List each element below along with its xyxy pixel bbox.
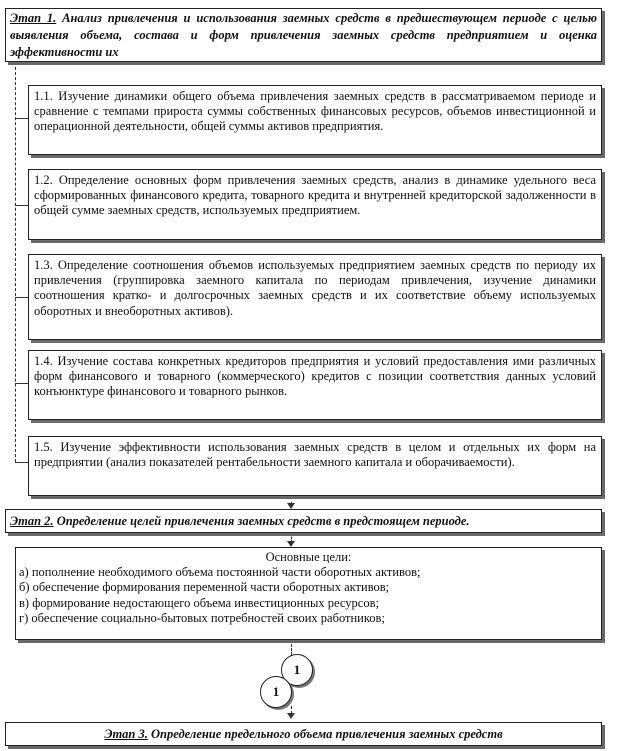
- step-1-4-box: [28, 350, 602, 420]
- stage1-text: Анализ привлечения и использования заемных средств в предшествующем периоде с целью выявления объема, состава и форм привлечения заемных средств предприятием и оценка эффективности их: [10, 11, 597, 59]
- goals-heading: Основные цели:: [265, 550, 352, 564]
- step-1-5-text: 1.5. Изучение эффективности использования заемных средств в целом и отдельных их форм на предприятии (анализ показателей рентабельности заемного капитала и оборачиваемости).: [34, 440, 596, 470]
- branch-line-1: [15, 118, 28, 119]
- step-1-1-box: [28, 85, 602, 155]
- goals-box: [15, 547, 602, 640]
- step-1-3-box: [28, 254, 602, 340]
- down-connector-3: [291, 640, 292, 655]
- goal-item-a: а) пополнение необходимого объема постоянной части оборотных активов;: [19, 565, 421, 580]
- stage1-box: [5, 8, 602, 62]
- branch-line-4: [15, 383, 28, 384]
- stage2-box: [5, 509, 602, 533]
- step-1-2-box: [28, 169, 602, 240]
- stage3-label: Этап 3.: [104, 727, 148, 741]
- stage2-text: Определение целей привлечения заемных средств в предстоящем периоде.: [53, 514, 470, 528]
- step-1-4-text: 1.4. Изучение состава конкретных кредиторов предприятия и условий предоставления ими различных форм финансового и товарного (коммерческого) кредитов с позиции соответствия данных условий конъюнктуре финансового и товарного рынков.: [34, 354, 596, 399]
- step-1-5-box: [28, 436, 602, 496]
- stage1-connector-line: [15, 62, 16, 462]
- down-arrow-3: [287, 713, 295, 719]
- goal-item-b: б) обеспечение формирования переменной части оборотных активов;: [19, 580, 390, 595]
- stage3-box: [5, 722, 602, 746]
- stage2-label: Этап 2.: [10, 514, 54, 528]
- connector-circle-2: 1: [260, 676, 292, 708]
- branch-line-2: [15, 205, 28, 206]
- goal-item-d: г) обеспечение социально-бытовых потребностей своих работников;: [19, 610, 385, 625]
- stage3-text: Определение предельного объема привлечения заемных средств: [147, 727, 503, 741]
- goal-item-c: в) формирование недостающего объема инвестиционных ресурсов;: [19, 595, 379, 610]
- step-1-3-text: 1.3. Определение соотношения объемов используемых предприятием заемных средств по периоду их привлечения (группировка заемного капитала по периодам привлечения, изучение динамики соотношения кратко- и долгосрочных заемных средств и их соответствие объему используемых оборотных и внеоборотных активов).: [34, 258, 596, 318]
- step-1-1-text: 1.1. Изучение динамики общего объема привлечения заемных средств в рассматриваемом периоде и сравнение с темпами прироста суммы собственных финансовых ресурсов, объемов инвестиционной и операционной деятельности, общей суммы активов предприятия.: [34, 89, 596, 134]
- stage1-label: Этап 1.: [10, 11, 57, 25]
- branch-line-5: [15, 462, 28, 463]
- step-1-2-text: 1.2. Определение основных форм привлечения заемных средств, анализ в динамике удельного веса сформированных финансового кредита, товарного кредита и внутренней кредиторской задолженности в общей сумме заемных средств, используемых предприятием.: [34, 173, 596, 218]
- branch-line-3: [15, 297, 28, 298]
- connector-circle-1: 1: [281, 654, 313, 686]
